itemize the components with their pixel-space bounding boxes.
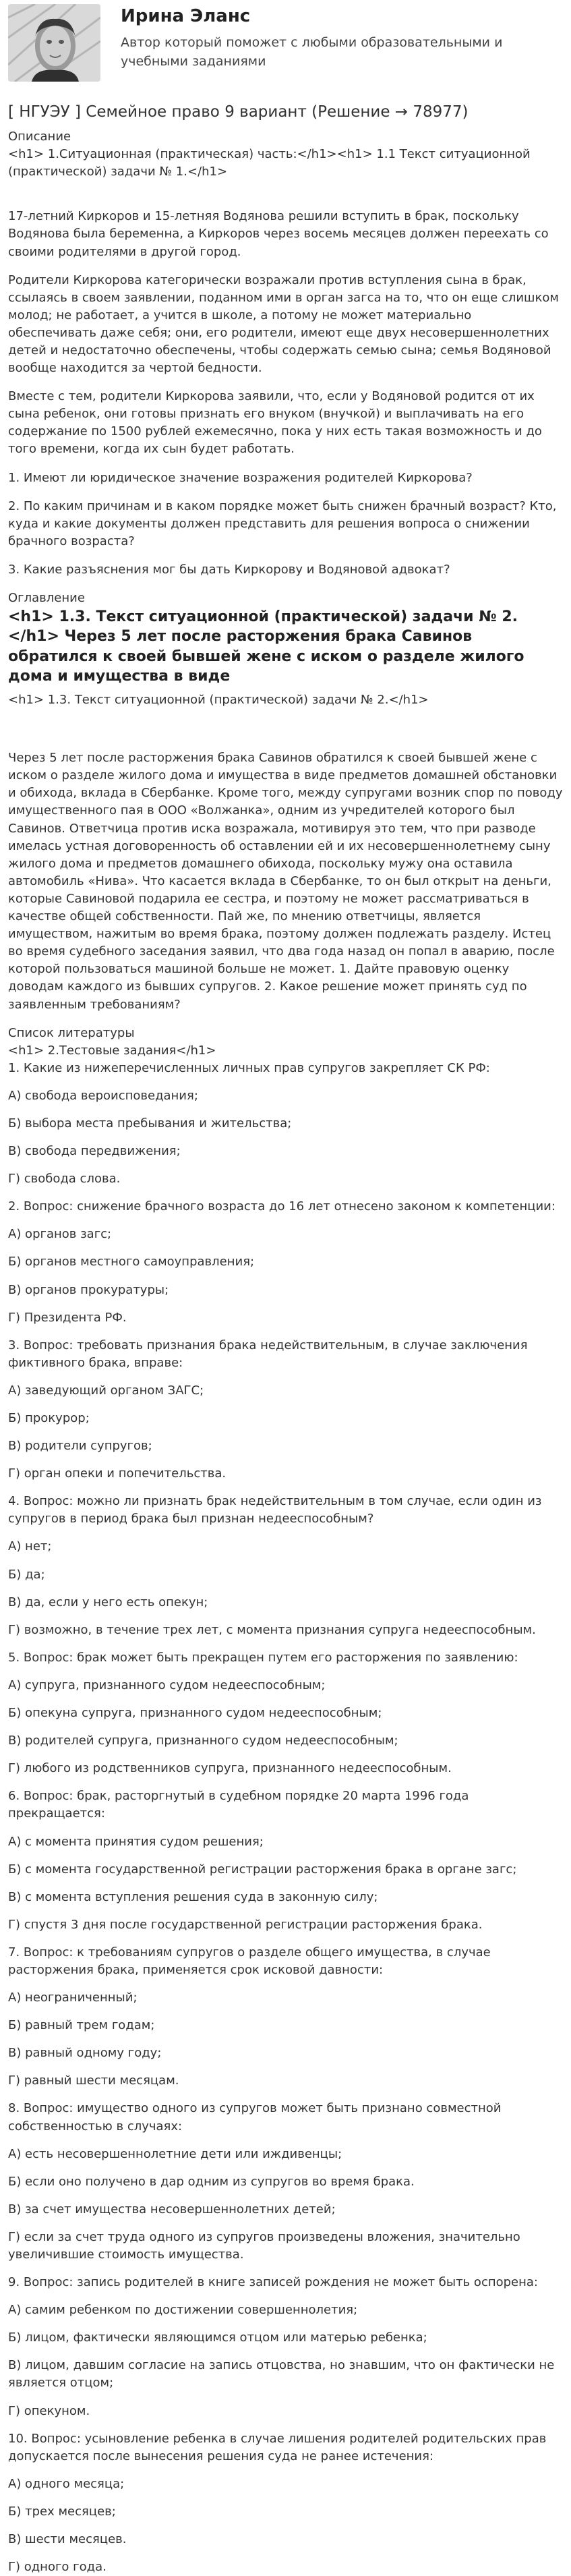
test-option: А) неограниченный;: [8, 1991, 138, 2005]
toc-raw: <h1> 1.3. Текст ситуационной (практической) задачи № 2.</h1>: [8, 693, 429, 708]
avatar-image: [8, 4, 100, 82]
task1-question: 2. По каким причинам и в каком порядке может быть снижен брачный возраст? Кто, куда и какие документы должен представить для решения вопроса о снижении брачного возраста?: [8, 498, 557, 548]
description-label: Описание: [8, 130, 71, 144]
test-question: 3. Вопрос: требовать признания брака недействительным, в случае заключения фиктивного брака, вправе:: [8, 1338, 528, 1370]
task1-paragraph: Вместе с тем, родители Киркорова заявили, что, если у Водяновой родится от их сына ребенок, они готовы признать его внуком (внучкой) и выплачивать на его содержание по 1500 рублей ежемесячно, пока у них есть такая возможность и до того времени, когда их сын будет работать.: [8, 389, 542, 457]
test-option: Б) органов местного самоуправления;: [8, 1255, 255, 1269]
test-option: Г) орган опеки и попечительства.: [8, 1466, 227, 1481]
test-option: Г) любого из родственников супруга, признанного недееспособным.: [8, 1761, 452, 1776]
literature-label: Список литературы: [8, 1025, 135, 1040]
test-option: А) супруга, признанного судом недееспособным;: [8, 1678, 326, 1692]
task1-question: 1. Имеют ли юридическое значение возражения родителей Киркорова?: [8, 470, 473, 485]
toc-label: Оглавление: [8, 591, 85, 606]
test-option: Г) одного года.: [8, 2560, 107, 2575]
test-question: 4. Вопрос: можно ли признать брак недействительным в том случае, если один из супругов в период брака был признан недееспособным?: [8, 1494, 542, 1526]
test-option: Г) возможно, в течение трех лет, с момента признания супруга недееспособным.: [8, 1622, 536, 1637]
author-description: Автор который поможет с любыми образовательными и учебными заданиями: [121, 34, 503, 69]
test-option: Г) свобода слова.: [8, 1172, 121, 1186]
test-option: А) свобода вероисповедания;: [8, 1088, 198, 1103]
test-option: А) одного месяца;: [8, 2476, 125, 2491]
author-name[interactable]: Ирина Эланс: [121, 6, 251, 26]
document-title: [ НГУЭУ ] Семейное право 9 вариант (Решение → 78977): [8, 103, 469, 121]
test-question: 6. Вопрос: брак, расторгнутый в судебном порядке 20 марта 1996 года прекращается:: [8, 1789, 469, 1821]
test-option: Б) лицом, фактически являющимся отцом или матерью ребенка;: [8, 2330, 427, 2345]
test-option: Б) с момента государственной регистрации расторжения брака в органе загс;: [8, 1862, 517, 1877]
task1-section: [8, 208, 563, 579]
test-option: В) лицом, давшим согласие на запись отцовства, но знавшим, что он фактически не является отцом;: [8, 2358, 555, 2391]
test-question: 1. Какие из нижеперечисленных личных прав супругов закрепляет СК РФ:: [8, 1060, 490, 1075]
test-option: А) заведующий органом ЗАГС;: [8, 1383, 204, 1398]
test-option: А) самим ребенком по достижении совершеннолетия;: [8, 2303, 358, 2318]
tests-list: [8, 1060, 563, 2576]
tests-raw: <h1> 2.Тестовые задания</h1>: [8, 1043, 216, 1058]
author-block: [8, 0, 563, 84]
test-question: 2. Вопрос: снижение брачного возраста до 16 лет отнесено законом к компетенции:: [8, 1199, 555, 1214]
test-option: Г) равный шести месяцам.: [8, 2073, 179, 2088]
test-option: Б) если оно получено в дар одним из супругов во время брака.: [8, 2174, 415, 2189]
task1-paragraph: Родители Киркорова категорически возражали против вступления сына в брак, ссылаясь в своем заявлении, поданном ими в орган загса на то, что он еще слишком молод; не работает, а учится в школе, а потому не может материально обеспечивать даже себя; они, его родители, имеют еще двух несовершеннолетних детей и недостаточно обеспечены, чтобы содержать семью сына; семья Водяновой вообще находится за чертой бедности.: [8, 273, 559, 376]
test-question: 9. Вопрос: запись родителей в книге записей рождения не может быть оспорена:: [8, 2275, 538, 2290]
description-raw: <h1> 1.Ситуационная (практическая) часть:</h1><h1> 1.1 Текст ситуационной (практической) задачи № 1.</h1>: [8, 147, 531, 179]
test-option: Б) прокурор;: [8, 1411, 90, 1426]
test-option: А) с момента принятия судом решения;: [8, 1834, 264, 1849]
test-option: В) равный одному году;: [8, 2046, 162, 2061]
test-option: В) да, если у него есть опекун;: [8, 1595, 208, 1609]
test-option: Г) спустя 3 дня после государственной регистрации расторжения брака.: [8, 1917, 483, 1932]
test-option: Б) трех месяцев;: [8, 2504, 116, 2519]
test-option: В) органов прокуратуры;: [8, 1282, 169, 1297]
test-option: В) с момента вступления решения суда в законную силу;: [8, 1889, 378, 1904]
task1-question: 3. Какие разъяснения мог бы дать Киркорову и Водяновой адвокат?: [8, 562, 450, 577]
test-option: Б) да;: [8, 1567, 45, 1582]
test-option: В) свобода передвижения;: [8, 1144, 181, 1159]
test-question: 10. Вопрос: усыновление ребенка в случае лишения родителей родительских прав допускается после вынесения решения суда не ранее истечения:: [8, 2431, 547, 2463]
test-option: Б) выбора места пребывания и жительства;: [8, 1116, 292, 1130]
test-question: 7. Вопрос: к требованиям супругов о разделе общего имущества, в случае расторжения брака, применяется срок исковой давности:: [8, 1945, 491, 1977]
test-option: А) органов загс;: [8, 1227, 112, 1242]
author-info: [121, 4, 563, 71]
test-option: А) есть несовершеннолетние дети или иждивенцы;: [8, 2146, 342, 2161]
test-question: 8. Вопрос: имущество одного из супругов может быть признано совместной собственностью в случаях:: [8, 2101, 502, 2134]
test-option: Г) если за счет труда одного из супругов произведены вложения, значительно увеличившие стоимость имущества.: [8, 2229, 520, 2262]
test-option: Г) опекуном.: [8, 2403, 90, 2418]
test-option: В) родителей супруга, признанного судом недееспособным;: [8, 1734, 398, 1748]
task1-paragraph: 17-летний Киркоров и 15-летняя Водянова решили вступить в брак, поскольку Водянова была беременна, а Киркоров через восемь месяцев должен переехать со своими родителями в другой город.: [8, 209, 549, 259]
test-option: Б) опекуна супруга, признанного судом недееспособным;: [8, 1706, 382, 1721]
test-option: В) за счет имущества несовершеннолетних детей;: [8, 2202, 336, 2216]
test-question: 5. Вопрос: брак может быть прекращен путем его расторжения по заявлению:: [8, 1650, 518, 1665]
task2-text: Через 5 лет после расторжения брака Савинов обратился к своей бывшей жене с иском о разделе жилого дома и имущества в виде предметов домашней обстановки и обихода, вклада в Сбербанке. Кроме того, между супругами возник спор по поводу имущественного пая в ООО «Волжанка», одним из учредителей которого был Савинов. Ответчица против иска возражала, мотивируя это тем, что при разводе имелась устная договоренность об оставлении ей и их несовершеннолетнему сыну жилого дома и предметов домашнего обихода, поскольку мужу она оставила автомобиль «Нива». Что касается вклада в Сбербанке, то он был открыт на деньги, которые Савиновой подарила ее сестра, и поэтому не может рассматриваться в качестве общей собственности. Пай же, по мнению ответчицы, является имуществом, нажитым во время брака, поэтому должен подлежать разделу. Истец во время судебного заседания заявил, что два года назад он попал в аварию, после которой пользоваться машиной больше не может. 1. Дайте правовую оценку доводам каждого из бывших супругов. 2. Какое решение может принять суд по заявленным требованиям?: [8, 751, 563, 1012]
toc-heading: <h1> 1.3. Текст ситуационной (практической) задачи № 2.</h1> Через 5 лет после расторжения брака Савинов обратился к своей бывшей жене с иском о разделе жилого дома и имущества в виде: [8, 608, 524, 685]
test-option: В) родители супругов;: [8, 1439, 152, 1454]
test-option: Б) равный трем годам;: [8, 2018, 155, 2033]
avatar[interactable]: [8, 4, 100, 82]
test-option: А) нет;: [8, 1539, 52, 1554]
test-option: В) шести месяцев.: [8, 2532, 127, 2547]
test-option: Г) Президента РФ.: [8, 1310, 127, 1325]
